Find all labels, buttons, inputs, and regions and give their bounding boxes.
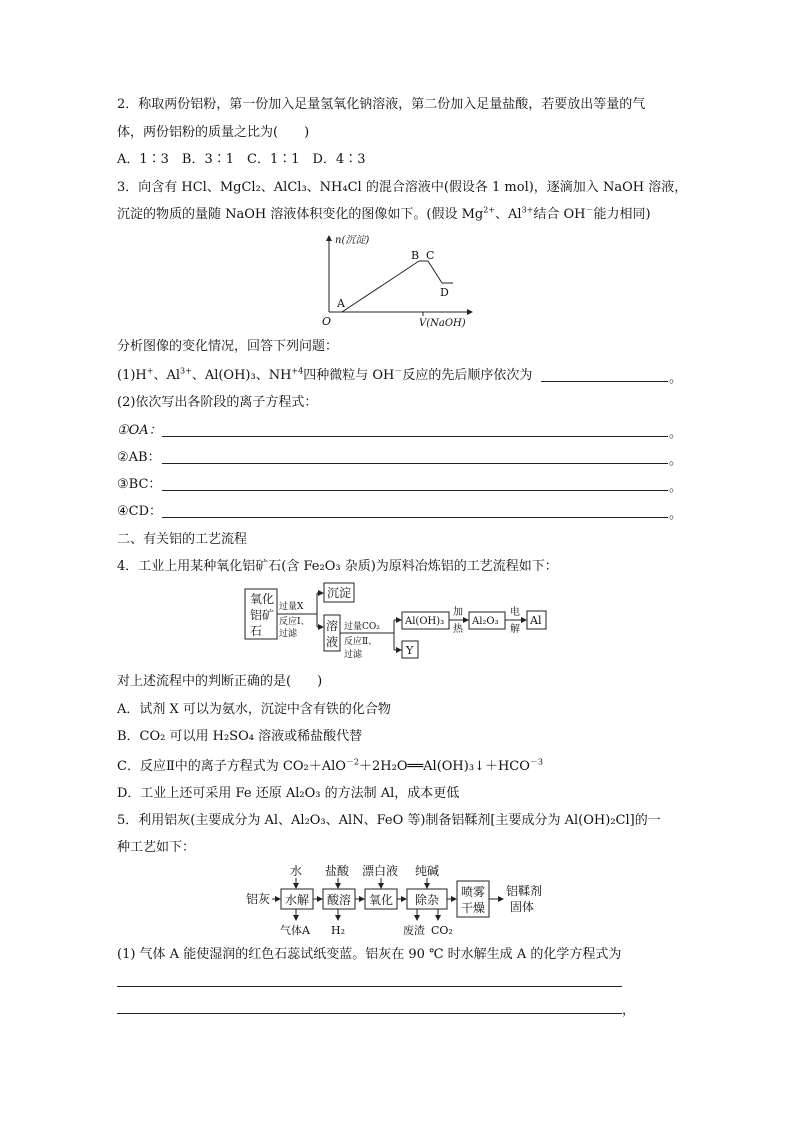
water-text: 水 — [290, 864, 303, 878]
q3-sub1-e: 反应的先后顺序依次为 — [402, 368, 533, 383]
co2-text: CO₂ — [431, 924, 453, 937]
hco3-charge: －3 — [529, 757, 543, 767]
nh4-charge: +4 — [291, 366, 304, 376]
q3-line2 — [117, 206, 651, 224]
q3-sub1-c: 、Al(OH)₃、NH — [191, 368, 292, 383]
hcl-text: 盐酸 — [325, 864, 350, 878]
point-d-label: D — [440, 286, 449, 299]
q3-sub1-a: (1)H — [117, 368, 147, 383]
end-mark: 。 — [669, 453, 683, 468]
q5-comma: ， — [622, 1003, 636, 1018]
elec-text-1: 电 — [510, 607, 520, 618]
q3-line2-a: 沉淀的物质的量随 NaOH 溶液体积变化的图像如下。(假设 Mg — [117, 207, 484, 222]
end-mark: 。 — [669, 426, 683, 441]
q3-line1: 3．向含有 HCl、MgCl₂、AlCl₃、NH₄Cl 的混合溶液中(假设各 1 mol)，逐滴加入 NaOH 溶液， — [117, 180, 688, 195]
heat-text-1: 加 — [453, 607, 463, 618]
heat-text-2: 热 — [453, 624, 463, 635]
q5-flowchart — [245, 862, 557, 940]
solution-text-2: 液 — [326, 635, 339, 649]
al-text: Al — [530, 614, 542, 627]
stage-cd-label: ④CD： — [117, 504, 163, 519]
solution-text-1: 溶 — [326, 619, 339, 633]
origin-label: O — [322, 315, 332, 328]
x-axis-label: V(NaOH) — [419, 318, 466, 329]
q3-sub2: (2)依次写出各阶段的离子方程式： — [117, 395, 318, 410]
cond2-text-2: 反应Ⅱ、 — [344, 637, 378, 647]
cond1-text-1: 过量X — [279, 602, 304, 612]
h2-text: H₂ — [331, 924, 346, 937]
cond1-text-3: 过滤 — [279, 629, 298, 639]
ore-text-2: 铝矿 — [250, 608, 275, 622]
aloh3-text: Al(OH)₃ — [405, 616, 445, 627]
section-title: 二、有关铝的工艺流程 — [117, 532, 248, 547]
y-axis-label: n(沉淀) — [335, 235, 370, 246]
q4-option-c-a: C．反应Ⅱ中的离子方程式为 CO₂＋AlO — [117, 759, 346, 774]
gas-a-text: 气体A — [280, 924, 310, 937]
al2o3-text: Al₂O₃ — [472, 616, 499, 627]
y-text: Y — [406, 644, 414, 657]
stage-bc-label: ③BC： — [117, 477, 162, 492]
elec-text-2: 解 — [510, 624, 520, 635]
q3-sub1 — [117, 367, 532, 385]
answer-blank-order[interactable] — [541, 381, 668, 382]
cond2-text-3: 过滤 — [344, 650, 363, 660]
stage-ab-label: ②AB： — [117, 450, 161, 465]
point-c-label: C — [426, 249, 435, 262]
hydrolysis-text: 水解 — [285, 893, 310, 907]
point-b-label: B — [411, 249, 420, 262]
answer-blank-oa[interactable] — [162, 436, 668, 437]
cond1-text-2: 反应Ⅰ、 — [279, 617, 310, 627]
product-text-2: 固体 — [510, 900, 535, 914]
q5-line2: 种工艺如下： — [117, 840, 196, 855]
q5-sub1: (1) 气体 A 能使湿润的红色石蕊试纸变蓝。铝灰在 90 ℃ 时水解生成 A 的化学方程式为 — [117, 947, 622, 962]
mg-charge: 2+ — [483, 205, 496, 215]
q4-option-d: D．工业上还可采用 Fe 还原 Al₂O₃ 的方法制 Al，成本更低 — [117, 786, 460, 801]
q4-flowchart — [244, 582, 554, 660]
precipitate-graph — [312, 230, 487, 332]
bleach-text: 漂白液 — [362, 864, 399, 878]
al-charge: 3+ — [521, 205, 534, 215]
cond2-text-1: 过量CO₂ — [344, 622, 380, 632]
q5-line1: 5．利用铝灰(主要成分为 Al、Al₂O₃、AlN、FeO 等)制备铝鞣剂[主要成分为 Al(OH)₂Cl]的一 — [117, 813, 661, 828]
alo2-charge: －2 — [345, 757, 360, 767]
end-mark: 。 — [669, 507, 683, 522]
point-a-label: A — [337, 297, 345, 310]
answer-blank-ab[interactable] — [162, 463, 668, 464]
q4-question: 对上述流程中的判断正确的是( ) — [117, 674, 323, 689]
q2-options: A．1∶3 B．3∶1 C．1∶1 D．4∶3 — [117, 152, 366, 167]
end-mark: 。 — [669, 480, 683, 495]
answer-blank-equation-2[interactable] — [117, 1013, 622, 1014]
answer-blank-cd[interactable] — [162, 517, 668, 518]
h-charge: + — [146, 366, 154, 376]
oh-charge-2: － — [394, 366, 403, 376]
q3-line2-b: 、Al — [495, 207, 522, 222]
q4-intro: 4．工业上用某种氧化铝矿石(含 Fe₂O₃ 杂质)为原料冶炼铝的工艺流程如下： — [117, 559, 558, 574]
precipitate-text: 沉淀 — [327, 586, 352, 600]
q3-line2-d: 能力相同) — [593, 207, 651, 222]
waste-text: 废渣 — [403, 924, 425, 937]
soda-text: 纯碱 — [415, 864, 440, 878]
oxid-text: 氧化 — [369, 893, 394, 907]
remove-text: 除杂 — [415, 893, 440, 907]
segment-ab — [342, 261, 419, 312]
end-mark: 。 — [669, 371, 683, 386]
al-charge-2: 3+ — [180, 366, 192, 376]
ore-text-3: 石 — [250, 624, 263, 638]
segment-cd — [428, 261, 442, 283]
stage-oa-label: ①OA： — [117, 423, 162, 438]
ore-text-1: 氧化 — [250, 592, 275, 606]
q3-analyze: 分析图像的变化情况，回答下列问题： — [117, 339, 339, 354]
q3-sub1-d: 四种微粒与 OH — [303, 368, 395, 383]
q4-option-b: B．CO₂ 可以用 H₂SO₄ 溶液或稀盐酸代替 — [117, 729, 363, 744]
q4-option-c — [117, 758, 543, 776]
q3-line2-c: 结合 OH — [533, 207, 586, 222]
spray-text-1: 喷雾 — [461, 885, 486, 899]
spray-text-2: 干燥 — [461, 901, 486, 915]
q4-option-a: A．试剂 X 可以为氨水，沉淀中含有铁的化合物 — [117, 702, 391, 717]
product-text-1: 铝鞣剂 — [506, 884, 543, 898]
answer-blank-equation-1[interactable] — [117, 986, 622, 987]
q4-option-c-b: ＋2H₂O══Al(OH)₃↓＋HCO — [359, 759, 530, 774]
acid-text: 酸溶 — [327, 893, 352, 907]
q2-line2: 体，两份铝粉的质量之比为( ) — [117, 125, 310, 140]
answer-blank-bc[interactable] — [162, 490, 668, 491]
oh-charge: － — [585, 205, 594, 215]
start-text: 铝灰 — [246, 892, 271, 906]
q2-line1: 2．称取两份铝粉，第一份加入足量氢氧化钠溶液，第二份加入足量盐酸，若要放出等量的气 — [117, 97, 646, 112]
q3-sub1-b: 、Al — [153, 368, 181, 383]
